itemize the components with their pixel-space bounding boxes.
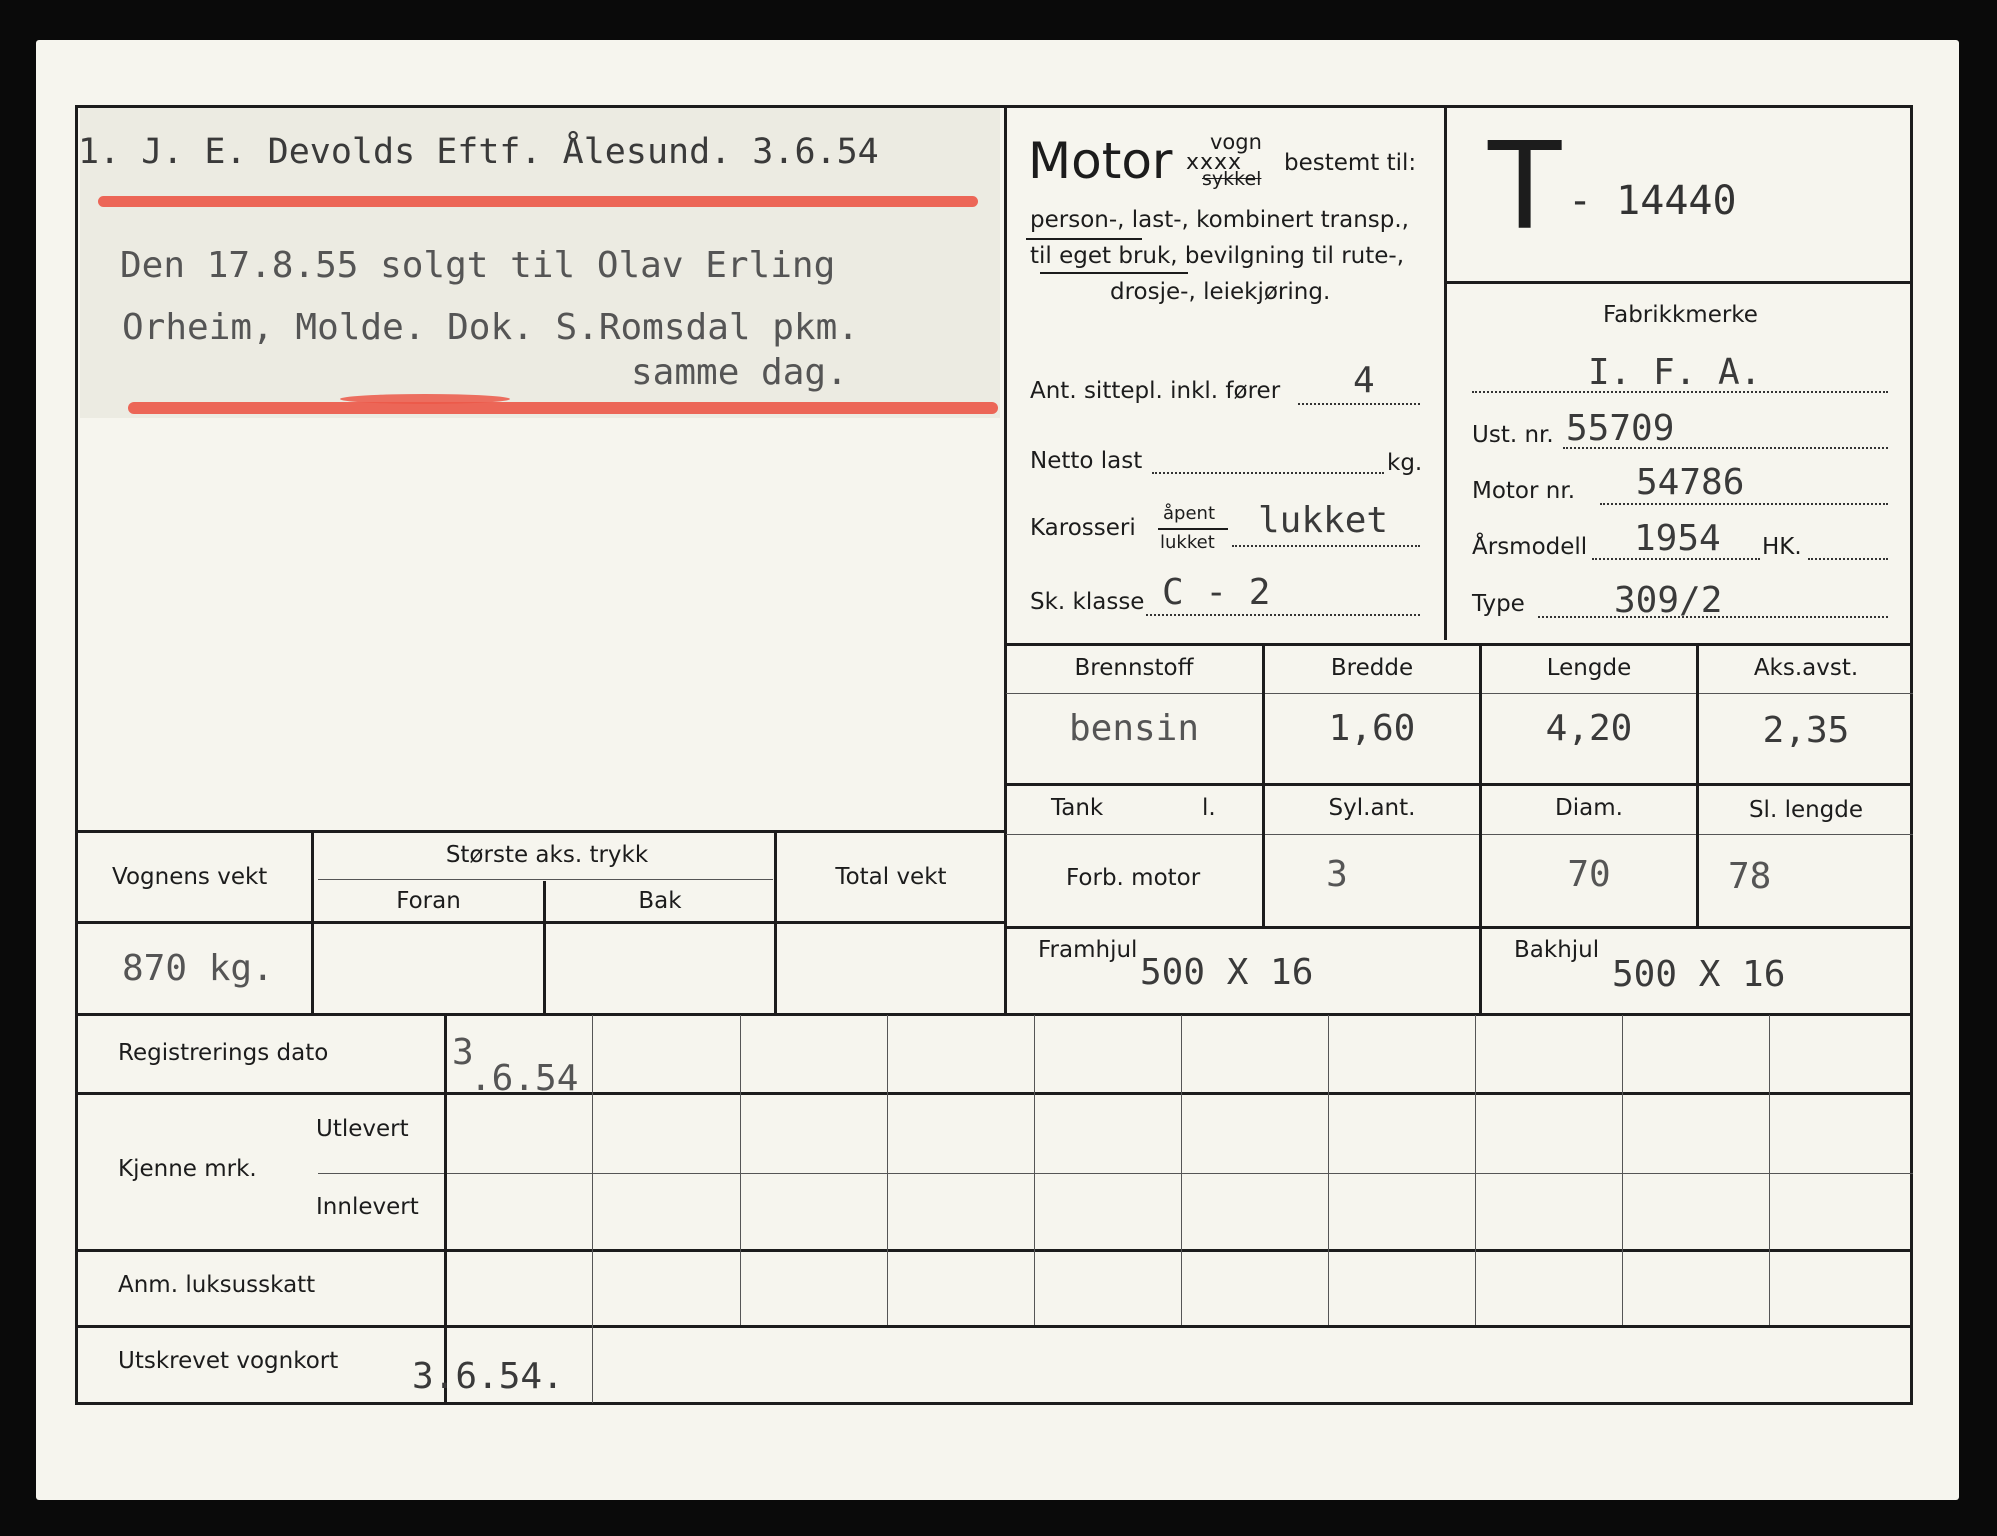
spec-header: Sl. lengde — [1748, 797, 1864, 823]
divider — [1769, 1015, 1770, 1325]
dotted-line — [1146, 614, 1420, 616]
dotted-line — [1808, 558, 1888, 560]
divider — [1475, 1015, 1476, 1325]
divider — [887, 1015, 888, 1325]
spec-header: Brennstoff — [1074, 655, 1194, 681]
skklasse-label: Sk. klasse — [1030, 589, 1145, 615]
red-strike — [98, 196, 978, 207]
purpose-line: til eget bruk, bevilgning til rute-, — [1030, 243, 1405, 269]
divider — [1446, 281, 1913, 284]
divider — [1034, 1015, 1035, 1325]
divider — [1444, 105, 1447, 640]
spec-value: 4,20 — [1545, 708, 1633, 749]
apent-label: åpent — [1163, 503, 1215, 524]
spec-value: 78 — [1728, 856, 1772, 897]
arsmodell-label: Årsmodell — [1472, 534, 1588, 560]
sale-note-line: Orheim, Molde. Dok. S.Romsdal pkm. — [122, 307, 859, 348]
vognens-vekt-label: Vognens vekt — [112, 864, 268, 890]
type-value: 309/2 — [1614, 580, 1723, 621]
divider — [1696, 645, 1699, 927]
divider — [77, 1092, 1913, 1095]
reg-number: - 14440 — [1568, 178, 1737, 224]
divider — [311, 832, 314, 1013]
underline — [1040, 272, 1188, 274]
purpose-line: person-, last-, kombinert transp., — [1030, 207, 1409, 233]
spec-header: Bredde — [1330, 655, 1414, 681]
forb-label: Forb. motor — [1066, 865, 1201, 891]
netto-unit: kg. — [1387, 450, 1423, 476]
purpose-line: drosje-, leiekjøring. — [1110, 279, 1331, 305]
bakhjul-label: Bakhjul — [1514, 937, 1600, 963]
spec-value: 2,35 — [1762, 710, 1850, 751]
spec-header: Aks.avst. — [1753, 655, 1859, 681]
reg-dato-label: Registrerings dato — [118, 1040, 329, 1066]
divider — [740, 1015, 741, 1325]
fabrikk-value: I. F. A. — [1588, 352, 1762, 393]
total-vekt-label: Total vekt — [835, 864, 947, 890]
spec-header: Diam. — [1555, 795, 1623, 821]
ust-label: Ust. nr. — [1472, 422, 1554, 448]
framhjul-value: 500 X 16 — [1140, 952, 1314, 993]
storste-label: Største aks. trykk — [445, 842, 649, 868]
skklasse-value: C - 2 — [1162, 572, 1271, 613]
seats-value: 4 — [1353, 360, 1375, 401]
sykkel-label: sykkel — [1202, 168, 1262, 190]
divider — [1181, 1015, 1182, 1325]
vekt-value: 870 kg. — [122, 948, 274, 989]
divider — [77, 830, 1005, 833]
divider — [1006, 693, 1913, 694]
tank-label: Tank — [1051, 795, 1104, 821]
fabrikk-title: Fabrikkmerke — [1603, 302, 1758, 328]
spec-header: Syl.ant. — [1328, 795, 1416, 821]
seats-label: Ant. sittepl. inkl. fører — [1030, 378, 1281, 404]
hk-label: HK. — [1762, 534, 1802, 560]
utskrevet-label: Utskrevet vognkort — [118, 1348, 339, 1374]
divider — [77, 1013, 1913, 1016]
dealer-line: 1. J. E. Devolds Eftf. Ålesund. 3.6.54 — [78, 132, 879, 172]
divider — [1622, 1015, 1623, 1325]
motor-nr-value: 54786 — [1636, 462, 1745, 503]
divider — [1479, 645, 1482, 1015]
foran-label: Foran — [396, 888, 461, 914]
arsmodell-value: 1954 — [1634, 518, 1721, 559]
netto-label: Netto last — [1030, 448, 1143, 474]
bak-label: Bak — [638, 888, 682, 914]
divider — [1006, 783, 1913, 786]
utlevert-label: Utlevert — [316, 1116, 409, 1142]
divider — [1006, 643, 1913, 646]
dotted-line — [1232, 545, 1420, 547]
divider — [77, 921, 1005, 924]
motor-title: Motor — [1028, 132, 1173, 190]
vogn-label: vogn — [1210, 130, 1262, 154]
dotted-line — [1298, 403, 1420, 405]
ust-value: 55709 — [1566, 408, 1675, 449]
divider — [1328, 1015, 1329, 1325]
spec-value: 70 — [1567, 854, 1611, 895]
kjenne-label: Kjenne mrk. — [118, 1156, 257, 1182]
divider — [77, 1325, 1913, 1328]
karosseri-value: lukket — [1258, 500, 1389, 541]
reg-dato-value: .6.54 — [470, 1058, 579, 1099]
tank-unit: l. — [1202, 795, 1216, 821]
dotted-line — [1600, 503, 1888, 505]
spec-value: 3 — [1326, 854, 1348, 895]
underline — [1026, 238, 1142, 240]
bakhjul-value: 500 X 16 — [1612, 954, 1786, 995]
framhjul-label: Framhjul — [1038, 937, 1138, 963]
bestemt-label: bestemt til: — [1284, 150, 1417, 176]
divider — [318, 1173, 1913, 1174]
anm-label: Anm. luksusskatt — [118, 1272, 316, 1298]
divider — [1006, 926, 1913, 929]
reg-letter: T — [1488, 118, 1562, 257]
innlevert-label: Innlevert — [316, 1194, 419, 1220]
spec-value: 1,60 — [1328, 708, 1416, 749]
divider — [77, 1249, 1913, 1252]
karosseri-label: Karosseri — [1030, 515, 1136, 541]
divider — [318, 879, 773, 880]
lukket-small-label: lukket — [1160, 532, 1215, 553]
utskrevet-value: 3.6.54. — [412, 1356, 564, 1397]
red-strike — [128, 402, 998, 414]
reg-dato-value: 3 — [452, 1032, 474, 1073]
fraction-bar — [1158, 528, 1228, 530]
divider — [1006, 834, 1913, 835]
divider — [592, 1015, 593, 1403]
xxxx-strike: xxxx — [1186, 150, 1243, 175]
spec-header: Lengde — [1546, 655, 1632, 681]
sale-note-line: samme dag. — [631, 352, 848, 393]
dotted-line — [1152, 472, 1384, 474]
divider — [444, 1015, 447, 1403]
spec-value: bensin — [1068, 708, 1200, 749]
motor-nr-label: Motor nr. — [1472, 478, 1576, 504]
type-label: Type — [1472, 591, 1525, 617]
sale-note-line: Den 17.8.55 solgt til Olav Erling — [120, 245, 836, 286]
